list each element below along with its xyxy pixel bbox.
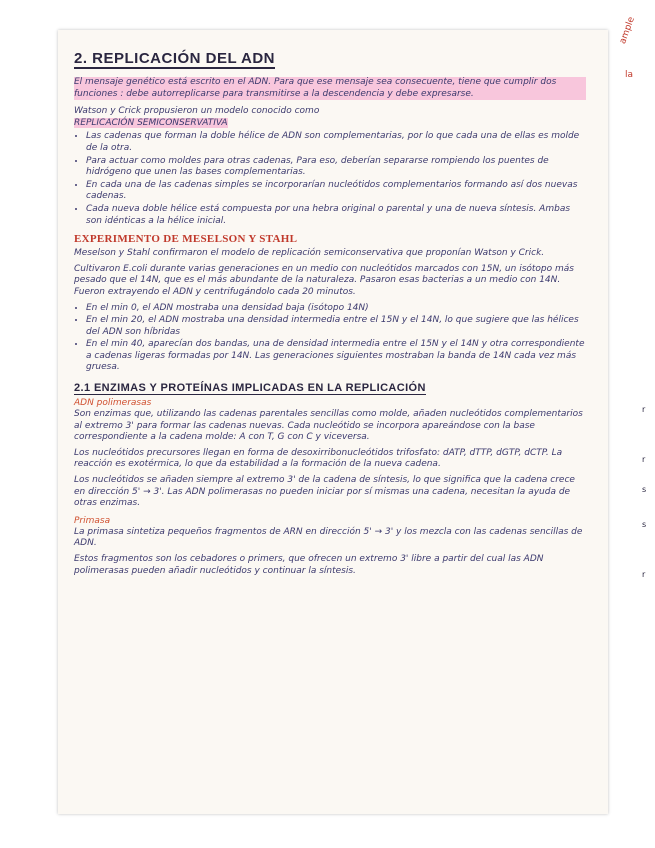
list-item: • Cada nueva doble hélice está compuesta por una hebra original o parental y una de nueva síntesis. Ambas son idénticas a la hélice inicial. [86,204,586,227]
margin-mark: s [642,520,647,529]
list-item: • En cada una de las cadenas simples se incorporarían nucleótidos complementarios formando así dos nuevas cadenas. [86,180,586,203]
margin-mark: r [642,455,646,464]
polimerasa-paragraph-1: Son enzimas que, utilizando las cadenas parentales sencillas como molde, añaden nucleótidos complementarios al extremo 3' para formar las cadenas nuevas. Cada nucleótido se incorpora apareándose con la base correspondiente a la cadena molde: A con T, G con C y viceversa. [74,409,583,443]
meselson-paragraph-2: Cultivaron E.coli durante varias generaciones en un medio con nucleótidos marcados con 15N, un isótopo más pesado que el 14N, que es el más abundante de la naturaleza. Pasaron esas bacterias a un medio con 14N. Fueron extrayendo el ADN y centrifugándolo cada 20 minutos. [74,263,574,297]
page-content [74,48,586,581]
list-item: • En el min 0, el ADN mostraba una densidad baja (isótopo 14N) [86,303,586,315]
margin-mark: s [642,485,647,494]
polimerasa-paragraph-3: Los nucleótidos se añaden siempre al extremo 3' de la cadena de síntesis, lo que significa que la cadena crece en dirección 5' → 3'. Las ADN polimerasas no pueden iniciar por sí mismas una cadena, necesitan la ayuda de otras enzimas. [74,475,575,509]
margin-mark: r [642,405,646,414]
primasa-paragraph-1: La primasa sintetiza pequeños fragmentos de ARN en dirección 5' → 3' y los mezcla con las cadenas sencillas de ADN. [74,526,583,549]
section-title-replicacion: 2. REPLICACIÓN DEL ADN [74,50,276,67]
meselson-bullets [74,303,586,375]
list-item: • Las cadenas que forman la doble hélice de ADN son complementarias, por lo que cada una de ellas es molde de la otra. [86,131,586,154]
meselson-paragraph-1: Meselson y Stahl confirmaron el modelo de replicación semiconservativa que proponían Watson y Crick. [74,248,545,259]
margin-scribble: ample [618,15,637,46]
section-title-meselson-stahl: EXPERIMENTO DE MESELSON Y STAHL [74,233,298,246]
list-item: • Para actuar como moldes para otras cadenas, Para eso, deberían separarse rompiendo los puentes de hidrógeno que unen las bases complementarias. [86,156,586,179]
margin-mark: r [642,570,646,579]
replication-bullets [74,131,586,227]
watson-crick-line: Watson y Crick propusieron un modelo conocido como [74,106,320,117]
margin-scribble-2: la [625,70,634,80]
semiconservative-label: REPLICACIÓN SEMICONSERVATIVA [74,117,228,128]
list-item: • En el min 40, aparecían dos bandas, una de densidad intermedia entre el 15N y el 14N y otra correspondiente a cadenas ligeras formadas por 14N. Las generaciones siguientes mostraban la banda de 14N cada vez más gruesa. [86,339,586,374]
notebook-page [58,30,608,814]
intro-paragraph: El mensaje genético está escrito en el ADN. Para que ese mensaje sea consecuente, tiene que cumplir dos funciones : debe autorreplicarse para transmitirse a la descendencia y debe expresarse. [74,77,586,100]
subtitle-primasa: Primasa [74,515,111,526]
section-title-enzimas: 2.1 ENZIMAS Y PROTEÍNAS IMPLICADAS EN LA REPLICACIÓN [74,382,426,395]
list-item: • En el min 20, el ADN mostraba una densidad intermedia entre el 15N y el 14N, lo que sugiere que las hélices del ADN son híbridas [86,315,586,338]
subtitle-adn-polimerasas: ADN polimerasas [74,398,152,409]
primasa-paragraph-2: Estos fragmentos son los cebadores o primers, que ofrecen un extremo 3' libre a partir del cual las ADN polimerasas pueden añadir nucleótidos y continuar la síntesis. [74,554,544,576]
polimerasa-paragraph-2: Los nucleótidos precursores llegan en forma de desoxirribonucleótidos trifosfato: dATP, dTTP, dGTP, dCTP. La reacción es exotérmica, lo que da estabilidad a la formación de la nueva cadena. [74,447,563,470]
